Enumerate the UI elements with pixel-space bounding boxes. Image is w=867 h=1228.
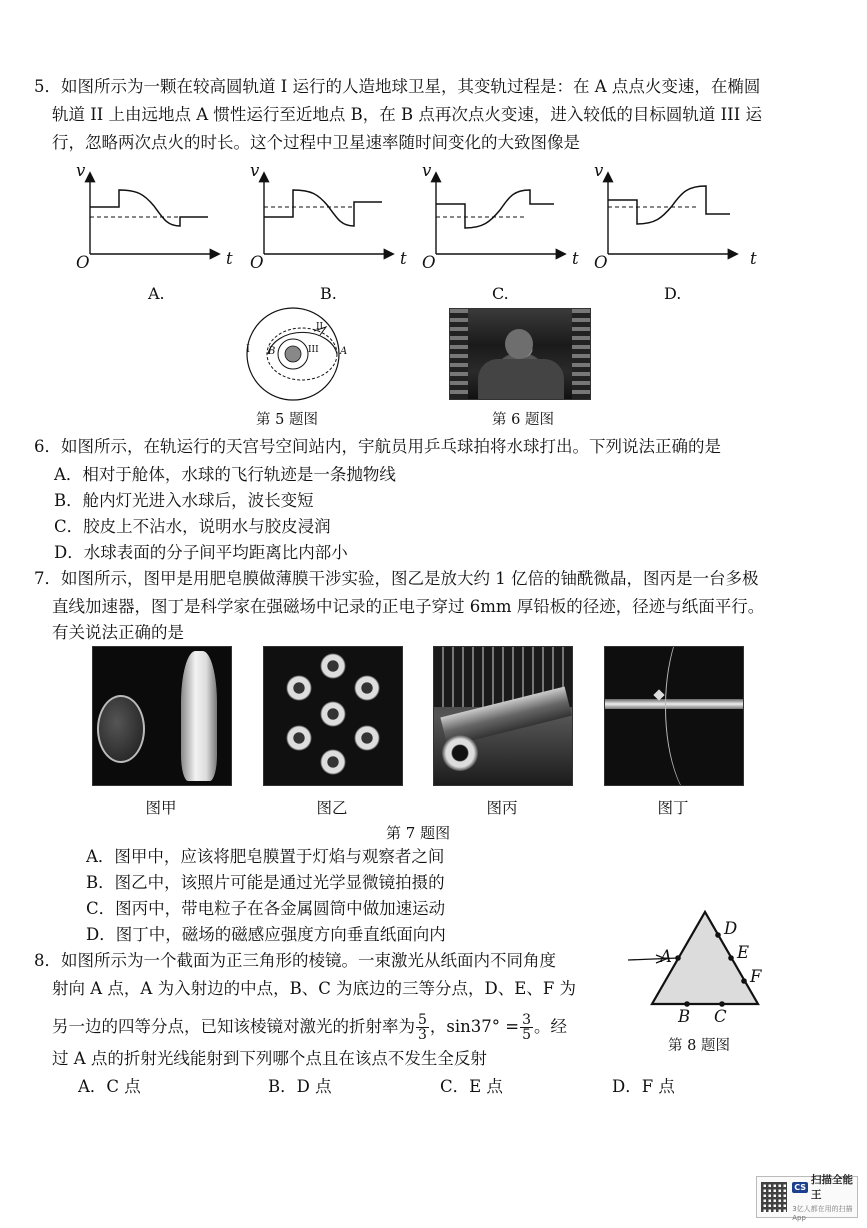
q7-stem-line3: 有关说法正确的是 xyxy=(52,623,184,642)
q5-b-axis-t: t xyxy=(400,249,407,268)
scanner-watermark-text xyxy=(792,1172,857,1222)
q5-b-axis-v: v xyxy=(250,161,260,180)
prism-point-b: B xyxy=(678,1007,691,1026)
q5-d-axis-t: t xyxy=(750,249,757,268)
q5-c-origin: O xyxy=(422,253,436,272)
scanner-tagline: 3亿人都在用的扫描App xyxy=(792,1205,853,1222)
q8-stem-line1: 8．如图所示为一个截面为正三角形的棱镜。一束激光从纸面内不同角度 xyxy=(34,951,556,970)
q5-stem-line3: 行，忽略两次点火的时长。这个过程中卫星速率随时间变化的大致图像是 xyxy=(52,133,580,152)
q6-option-b: B．舱内灯光进入水球后，波长变短 xyxy=(54,491,314,510)
orbit-label-i: I xyxy=(246,344,250,355)
q5-figure-caption: 第 5 题图 xyxy=(256,412,318,428)
q7-photo-yi xyxy=(263,646,403,786)
q6-option-c: C．胶皮上不沾水，说明水与胶皮浸润 xyxy=(54,517,331,536)
prism-point-c: C xyxy=(714,1007,727,1026)
q7-photo-jia xyxy=(92,646,232,786)
q7-photo-ding xyxy=(604,646,744,786)
q8-option-d: D．F 点 xyxy=(612,1077,675,1096)
q8-line3-mid: ，sin37° = xyxy=(429,1017,520,1036)
q5-option-b: B. xyxy=(320,284,337,303)
cs-logo-icon: CS xyxy=(794,1182,806,1192)
orbit-label-ii: II xyxy=(316,322,324,332)
prism-point-a: A xyxy=(660,947,672,966)
q7-figure-caption: 第 7 题图 xyxy=(386,824,451,842)
q8-figure-caption: 第 8 题图 xyxy=(668,1038,730,1054)
q5-stem-line2: 轨道 II 上由远地点 A 惯性运行至近地点 B，在 B 点再次点火变速，进入较低的目标圆轨道 III 运 xyxy=(52,105,762,124)
q8-frac2-num: 3 xyxy=(522,1012,532,1028)
q7-stem-line1: 7．如图所示，图甲是用肥皂膜做薄膜干涉实验，图乙是放大约 1 亿倍的铀酰微晶，图丙是一台多极 xyxy=(34,569,759,588)
q5-c-axis-v: v xyxy=(422,161,432,180)
q8-stem-line2: 射向 A 点，A 为入射边的中点，B、C 为底边的三等分点，D、E、F 为 xyxy=(52,979,577,998)
q8-frac1-num: 5 xyxy=(418,1012,427,1028)
q5-orbit-figure xyxy=(234,304,352,404)
q6-option-d: D．水球表面的分子间平均距离比内部小 xyxy=(54,543,348,562)
q7-option-c: C．图丙中，带电粒子在各金属圆筒中做加速运动 xyxy=(86,899,446,918)
q8-fraction-sin xyxy=(520,1013,533,1042)
q8-option-c: C．E 点 xyxy=(440,1077,503,1096)
q7-photo-bing xyxy=(433,646,573,786)
q8-stem-line3 xyxy=(52,1010,567,1044)
q8-option-a: A．C 点 xyxy=(78,1077,141,1096)
orbit-label-iii: III xyxy=(308,345,319,355)
q8-option-b: B．D 点 xyxy=(268,1077,332,1096)
q7-label-bing: 图丙 xyxy=(486,799,518,817)
qr-code-icon xyxy=(761,1182,787,1212)
prism-point-f: F xyxy=(750,967,762,986)
q5-option-d: D. xyxy=(664,284,682,303)
q7-label-ding: 图丁 xyxy=(657,799,689,817)
q8-frac2-den: 5 xyxy=(522,1027,532,1043)
q5-stem-line1: 5．如图所示为一颗在较高圆轨道 I 运行的人造地球卫星，其变轨过程是：在 A 点点火变速，在椭圆 xyxy=(34,77,761,96)
q5-option-a: A. xyxy=(148,284,165,303)
q6-figure-caption: 第 6 题图 xyxy=(492,412,554,428)
q6-astronaut-photo xyxy=(449,308,591,400)
scanner-watermark xyxy=(756,1174,858,1222)
q5-d-origin: O xyxy=(594,253,608,272)
q5-a-origin: O xyxy=(76,253,90,272)
q8-line3-post: 。经 xyxy=(534,1017,568,1036)
q8-frac1-den: 3 xyxy=(418,1027,427,1043)
q5-a-axis-v: v xyxy=(76,161,86,180)
prism-point-d: D xyxy=(724,919,738,938)
prism-point-e: E xyxy=(737,943,750,962)
q8-fraction-index xyxy=(416,1013,429,1042)
q5-d-axis-v: v xyxy=(594,161,604,180)
q7-option-a: A．图甲中，应该将肥皂膜置于灯焰与观察者之间 xyxy=(86,847,445,866)
q7-label-jia: 图甲 xyxy=(145,799,177,817)
q7-option-d: D．图丁中，磁场的磁感应强度方向垂直纸面向内 xyxy=(86,925,446,944)
q6-option-a: A．相对于舱体，水球的飞行轨迹是一条抛物线 xyxy=(54,465,396,484)
q7-option-b: B．图乙中，该照片可能是通过光学显微镜拍摄的 xyxy=(86,873,445,892)
scanner-app-name: 扫描全能王 xyxy=(811,1174,853,1201)
q5-option-c: C. xyxy=(492,284,509,303)
q8-line3-pre: 另一边的四等分点，已知该棱镜对激光的折射率为 xyxy=(52,1017,415,1036)
q5-b-origin: O xyxy=(250,253,264,272)
q7-label-yi: 图乙 xyxy=(316,799,348,817)
q8-stem-line4: 过 A 点的折射光线能射到下列哪个点且在该点不发生全反射 xyxy=(52,1049,487,1068)
q5-c-axis-t: t xyxy=(572,249,579,268)
q5-a-axis-t: t xyxy=(226,249,233,268)
orbit-label-a: A xyxy=(340,346,348,357)
q7-stem-line2: 直线加速器，图丁是科学家在强磁场中记录的正电子穿过 6mm 厚铅板的径迹，径迹与纸面平行。 xyxy=(52,597,765,616)
q6-stem: 6．如图所示，在轨运行的天宫号空间站内，宇航员用乒乓球拍将水球打出。下列说法正确的是 xyxy=(34,437,721,456)
orbit-label-b: B xyxy=(268,346,276,357)
